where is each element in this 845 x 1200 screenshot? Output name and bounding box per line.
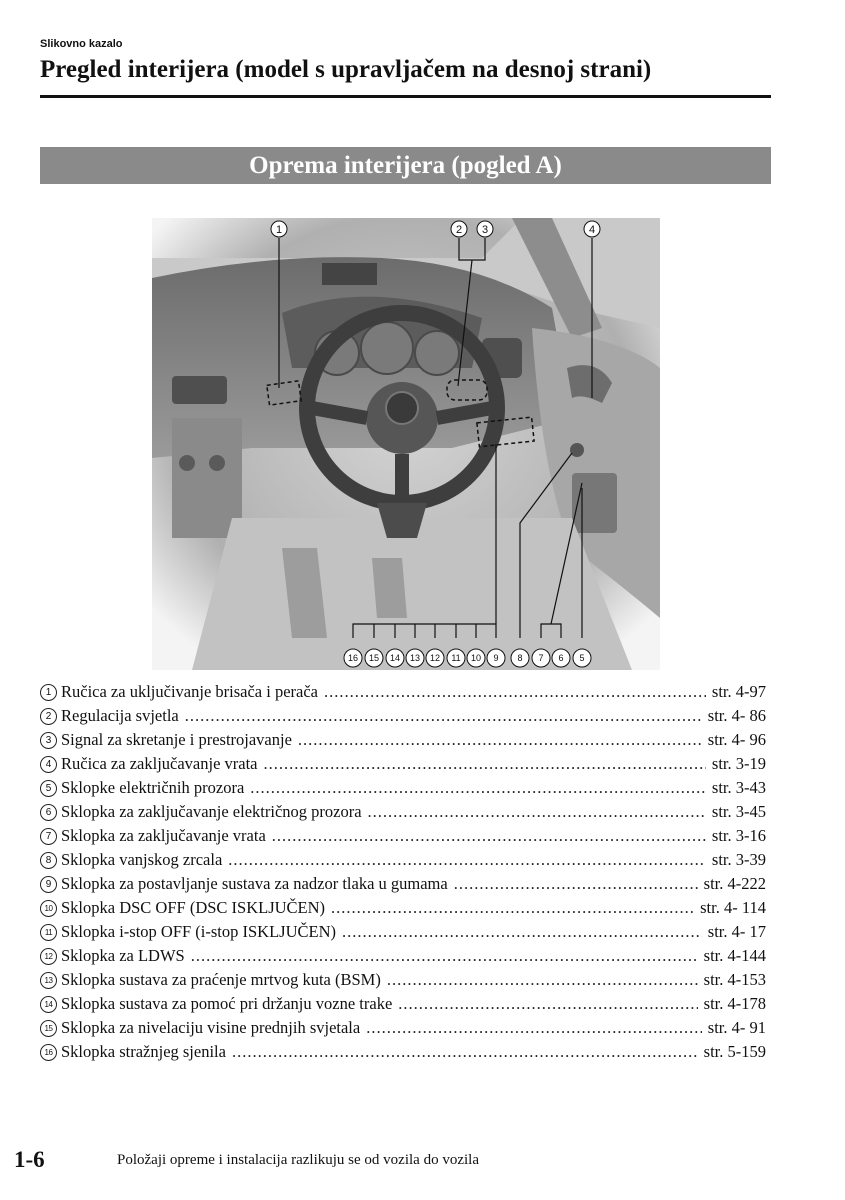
item-label: Sklopka za nivelaciju visine prednjih svjetala — [61, 1018, 361, 1037]
page-number: 1-6 — [14, 1147, 45, 1172]
item-number: 3 — [40, 732, 57, 749]
callout-11 — [447, 649, 465, 667]
leader-dots — [342, 921, 702, 943]
section-label: Slikovno kazalo — [40, 38, 123, 50]
title-rule — [40, 95, 771, 98]
item-number: 2 — [40, 708, 57, 725]
callout-5 — [573, 649, 591, 667]
leader-dots — [232, 1041, 698, 1063]
callout-1 — [271, 221, 287, 237]
leader-dots — [191, 945, 698, 967]
item-number: 13 — [40, 972, 57, 989]
list-item — [40, 968, 766, 992]
list-item — [40, 896, 766, 920]
page-reference: str. 3-45 — [711, 802, 766, 821]
list-item — [40, 680, 766, 704]
callout-10-label: 10 — [470, 653, 482, 663]
page-reference: str. 4-97 — [711, 682, 766, 701]
page-reference: str. 4- 96 — [707, 730, 766, 749]
list-item — [40, 1040, 766, 1064]
page-reference: str. 4-153 — [703, 970, 766, 989]
section-banner: Oprema interijera (pogled A) — [40, 147, 771, 184]
item-number: 14 — [40, 996, 57, 1013]
leader-dots — [366, 1017, 702, 1039]
item-label: Ručica za uključivanje brisača i perača — [61, 682, 318, 701]
item-label: Regulacija svjetla — [61, 706, 179, 725]
item-label: Sklopka sustava za pomoć pri držanju vozne trake — [61, 994, 393, 1013]
callout-8 — [511, 649, 529, 667]
callout-2 — [451, 221, 467, 237]
page-reference: str. 4-222 — [703, 874, 766, 893]
item-label: Sklopka stražnjeg sjenila — [61, 1042, 226, 1061]
leader-dots — [454, 873, 698, 895]
page-title: Pregled interijera (model s upravljačem na desnoj strani) — [40, 56, 652, 83]
list-item — [40, 872, 766, 896]
item-label: Sklopka za zaključavanje vrata — [61, 826, 266, 845]
leader-dots — [387, 969, 698, 991]
list-item — [40, 776, 766, 800]
interior-illustration — [152, 218, 660, 670]
callout-3-label: 3 — [481, 224, 489, 236]
leader-dots — [398, 993, 697, 1015]
left-vent — [172, 376, 227, 404]
leader-dots — [272, 825, 706, 847]
item-number: 9 — [40, 876, 57, 893]
gauge-right — [415, 331, 459, 375]
callout-15 — [365, 649, 383, 667]
page-reference: str. 4- 86 — [707, 706, 766, 725]
callout-7-label: 7 — [538, 653, 544, 663]
callout-4-label: 4 — [588, 224, 596, 236]
callout-11-label: 11 — [451, 653, 461, 663]
item-label: Sklopka za postavljanje sustava za nadzor tlaka u gumama — [61, 874, 448, 893]
list-item — [40, 752, 766, 776]
leader-dots — [228, 849, 706, 871]
list-item — [40, 800, 766, 824]
callout-13-label: 13 — [409, 653, 421, 663]
item-number: 10 — [40, 900, 57, 917]
item-number: 16 — [40, 1044, 57, 1061]
item-label: Sklopka vanjskog zrcala — [61, 850, 223, 869]
footer-note: Položaji opreme i instalacija razlikuju se od vozila do vozila — [117, 1152, 479, 1168]
leader-dots — [324, 681, 706, 703]
callout-14 — [386, 649, 404, 667]
page-reference: str. 3-39 — [711, 850, 766, 869]
item-number: 7 — [40, 828, 57, 845]
list-item — [40, 704, 766, 728]
item-number: 1 — [40, 684, 57, 701]
item-label: Sklopka DSC OFF (DSC ISKLJUČEN) — [61, 898, 326, 917]
callout-14-label: 14 — [389, 653, 401, 663]
leader-dots — [368, 801, 706, 823]
page-reference: str. 3-19 — [711, 754, 766, 773]
page-reference: str. 4- 114 — [700, 898, 766, 917]
callout-12-label: 12 — [429, 653, 441, 663]
item-number: 4 — [40, 756, 57, 773]
leader-dots — [185, 705, 702, 727]
item-label: Sklopka za zaključavanje električnog prozora — [61, 802, 362, 821]
item-label: Ručica za zaključavanje vrata — [61, 754, 258, 773]
leader-dots — [250, 777, 706, 799]
callout-4 — [584, 221, 600, 237]
equipment-list — [40, 680, 766, 1064]
callout-15-label: 15 — [368, 653, 380, 663]
item-label: Sklopka za LDWS — [61, 946, 185, 965]
item-label: Sklopka i-stop OFF (i-stop ISKLJUČEN) — [61, 922, 337, 941]
item-label: Sklopka sustava za praćenje mrtvog kuta (BSM) — [61, 970, 381, 989]
list-item — [40, 728, 766, 752]
item-number: 8 — [40, 852, 57, 869]
list-item — [40, 848, 766, 872]
item-number: 11 — [40, 924, 57, 941]
page-reference: str. 3-43 — [711, 778, 766, 797]
callout-16 — [344, 649, 362, 667]
callout-2-label: 2 — [455, 224, 463, 236]
console-knob-left — [179, 455, 195, 471]
callout-3 — [477, 221, 493, 237]
item-number: 12 — [40, 948, 57, 965]
console-knob-right — [209, 455, 225, 471]
window-switch-panel — [572, 473, 617, 533]
callout-16-label: 16 — [347, 653, 359, 663]
callout-7 — [532, 649, 550, 667]
item-label: Sklopke električnih prozora — [61, 778, 245, 797]
callout-6 — [552, 649, 570, 667]
page-reference: str. 4- 91 — [707, 1018, 766, 1037]
page-reference: str. 4-178 — [703, 994, 766, 1013]
list-item — [40, 824, 766, 848]
list-item — [40, 1016, 766, 1040]
leader-dots — [264, 753, 706, 775]
page-reference: str. 4-144 — [703, 946, 766, 965]
mirror-switch — [570, 443, 584, 457]
callout-9 — [487, 649, 505, 667]
callout-6-label: 6 — [558, 653, 564, 663]
callout-5-label: 5 — [579, 653, 585, 663]
item-number: 5 — [40, 780, 57, 797]
page-reference: str. 5-159 — [703, 1042, 766, 1061]
callout-9-label: 9 — [493, 653, 499, 663]
footwell — [192, 518, 632, 670]
item-label: Signal za skretanje i prestrojavanje — [61, 730, 292, 749]
pedal-right — [372, 558, 407, 618]
list-item — [40, 992, 766, 1016]
item-number: 6 — [40, 804, 57, 821]
list-item — [40, 944, 766, 968]
leader-dots — [331, 897, 694, 919]
callout-10 — [467, 649, 485, 667]
gauge-center — [361, 322, 413, 374]
page-reference: str. 3-16 — [711, 826, 766, 845]
page-reference: str. 4- 17 — [707, 922, 766, 941]
callout-1-label: 1 — [275, 224, 283, 236]
callout-13 — [406, 649, 424, 667]
steering-wheel-logo — [386, 392, 418, 424]
leader-dots — [298, 729, 702, 751]
hud-box — [322, 263, 377, 285]
list-item — [40, 920, 766, 944]
item-number: 15 — [40, 1020, 57, 1037]
callout-12 — [426, 649, 444, 667]
callout-8-label: 8 — [517, 653, 523, 663]
